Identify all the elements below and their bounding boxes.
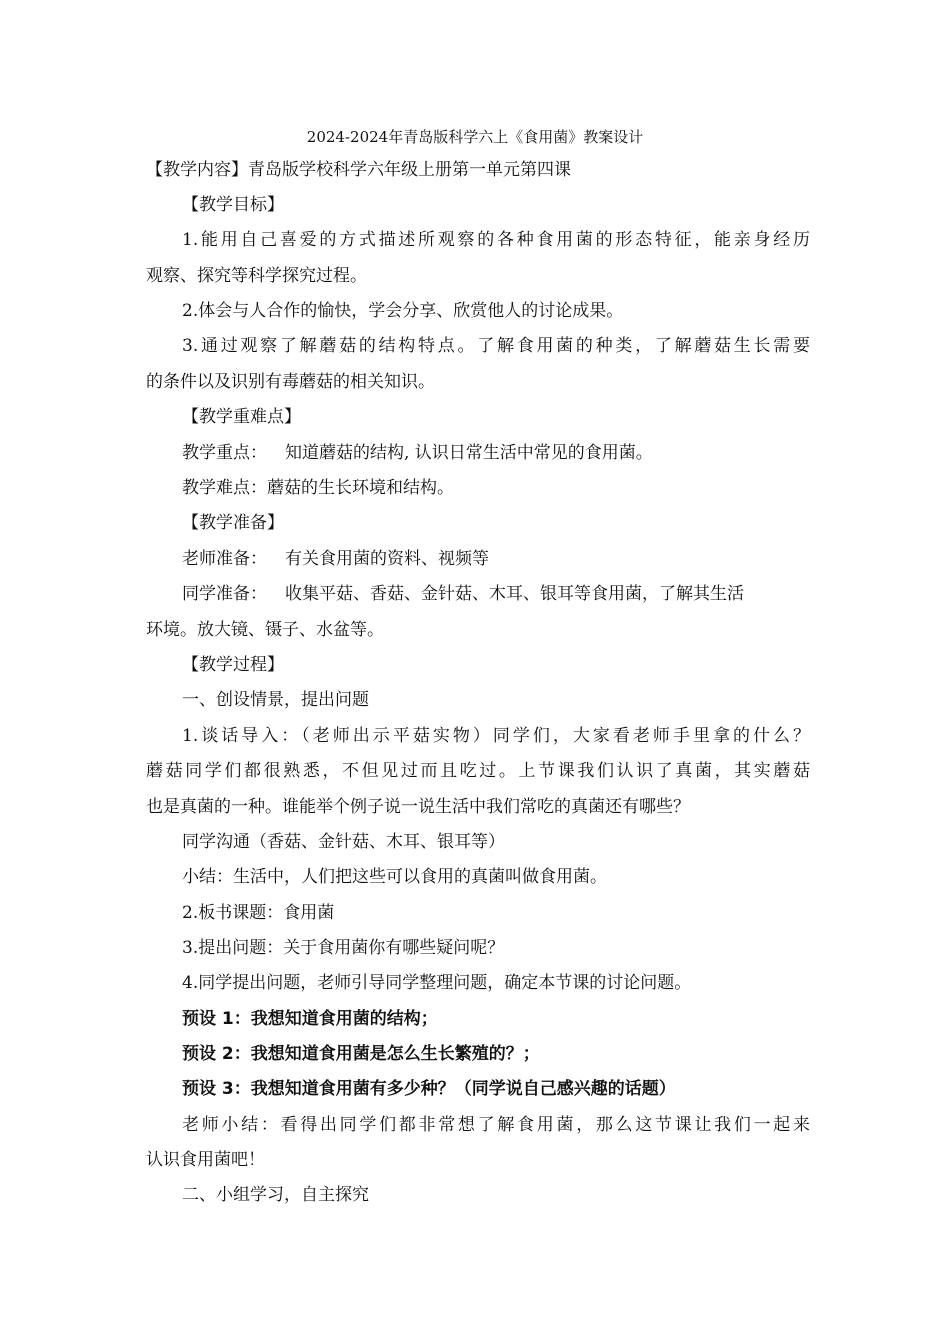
goal-2: 2.体会与人合作的愉快，学会分享、欣赏他人的讨论成果。 (182, 301, 624, 321)
teaching-goals-heading: 【教学目标】 (182, 195, 284, 215)
teaching-focus-text: 知道蘑菇的结构, 认识日常生活中常见的食用菌。 (285, 443, 653, 463)
student-preparation-line-2: 环境。放大镜、镊子、水盆等。 (146, 620, 384, 640)
student-exchange: 同学沟通（香菇、金针菇、木耳、银耳等） (182, 832, 505, 852)
keypoints-heading: 【教学重难点】 (182, 407, 301, 427)
preset-3: 预设 3：我想知道食用菌有多少种？（同学说自己感兴趣的话题） (182, 1079, 676, 1099)
student-preparation-text: 收集平菇、香菇、金针菇、木耳、银耳等食用菌，了解其生活 (285, 584, 744, 604)
intro-line-1: 1.谈话导入：（老师出示平菇实物）同学们，大家看老师手里拿的什么？ (182, 726, 810, 746)
preparation-heading: 【教学准备】 (182, 513, 284, 533)
intro-line-2: 蘑菇同学们都很熟悉，不但见过而且吃过。上节课我们认识了真菌，其实蘑菇 (146, 761, 810, 781)
goal-1-line-2: 观察、探究等科学探究过程。 (146, 266, 367, 286)
goal-1-line-1: 1.能用自己喜爱的方式描述所观察的各种食用菌的形态特征，能亲身经历 (182, 230, 810, 250)
student-preparation-label: 同学准备： (182, 584, 267, 604)
teacher-summary-line-1: 老师小结：看得出同学们都非常想了解食用菌，那么这节课让我们一起来 (182, 1115, 810, 1135)
goal-3-line-1: 3.通过观察了解蘑菇的结构特点。了解食用菌的种类，了解蘑菇生长需要 (182, 336, 810, 356)
teaching-difficulty: 教学难点：蘑菇的生长环境和结构。 (182, 478, 454, 498)
student-preparation-line (146, 577, 810, 612)
teacher-summary-line-2: 认识食用菌吧！ (146, 1150, 265, 1170)
teacher-preparation-text: 有关食用菌的资料、视频等 (285, 549, 489, 569)
section-2-heading: 二、小组学习，自主探究 (182, 1185, 369, 1205)
step-2-board-title: 2.板书课题：食用菌 (182, 903, 335, 923)
process-heading: 【教学过程】 (182, 655, 284, 675)
preset-2: 预设 2：我想知道食用菌是怎么生长繁殖的？； (182, 1044, 540, 1064)
summary: 小结：生活中，人们把这些可以食用的真菌叫做食用菌。 (182, 867, 607, 887)
teacher-preparation-line (146, 542, 810, 577)
teaching-focus-line (146, 436, 810, 471)
document-title: 2024-2024年青岛版科学六上《食用菌》教案设计 (306, 128, 644, 146)
step-4-organize-questions: 4.同学提出问题，老师引导同学整理问题，确定本节课的讨论问题。 (182, 973, 692, 993)
teaching-focus-label: 教学重点： (182, 443, 267, 463)
teaching-content-text: 青岛版学校科学六年级上册第一单元第四课 (248, 160, 571, 180)
teacher-preparation-label: 老师准备： (182, 549, 267, 569)
preset-1: 预设 1：我想知道食用菌的结构； (182, 1009, 438, 1029)
goal-3-line-2: 的条件以及识别有毒蘑菇的相关知识。 (146, 372, 435, 392)
section-1-heading: 一、创设情景，提出问题 (182, 690, 369, 710)
teaching-content-line (146, 153, 810, 188)
teaching-content-label: 【教学内容】 (146, 160, 248, 180)
intro-line-3: 也是真菌的一种。谁能举个例子说一说生活中我们常吃的真菌还有哪些？ (146, 797, 690, 817)
step-3-raise-question: 3.提出问题：关于食用菌你有哪些疑问呢？ (182, 938, 505, 958)
